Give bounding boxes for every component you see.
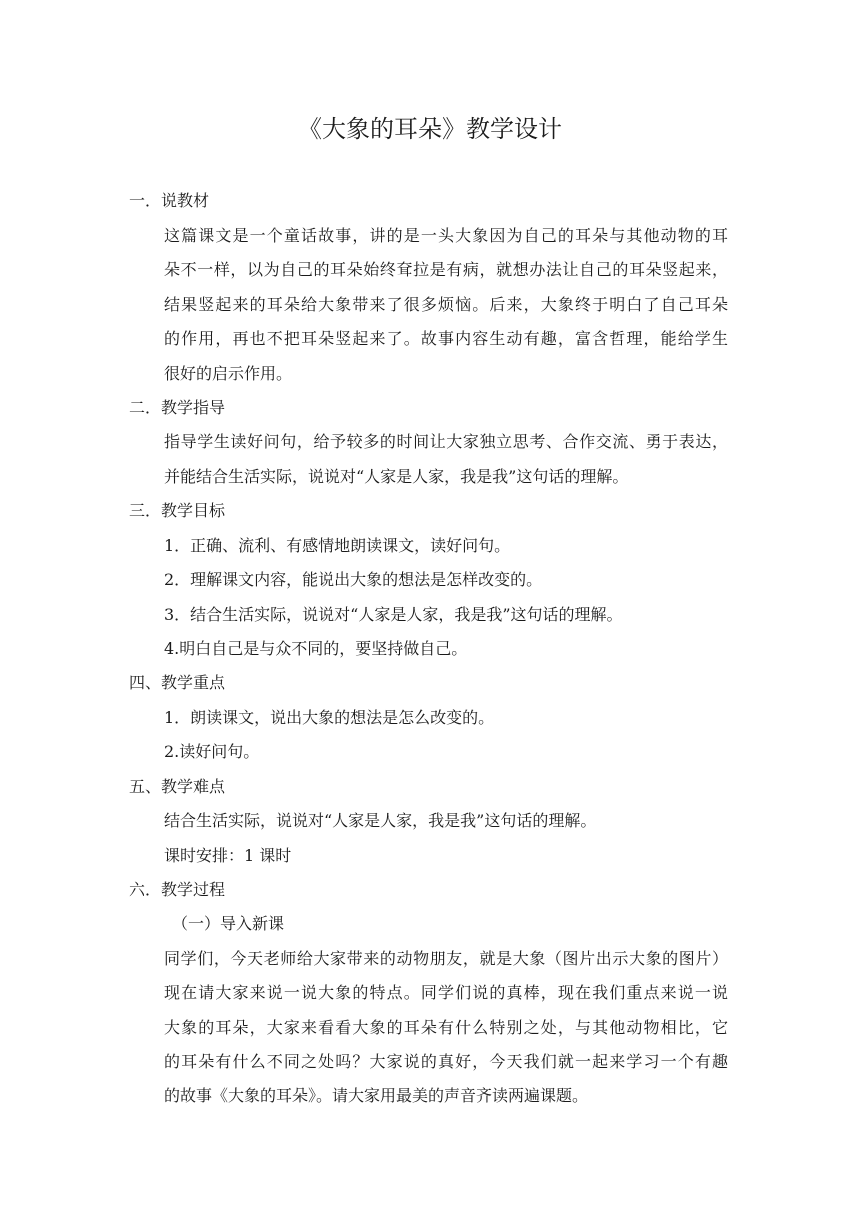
- objective-item: 2．理解课文内容，能说出大象的想法是怎样改变的。: [164, 570, 543, 589]
- section-heading-key-points: 四、教学重点: [129, 673, 226, 692]
- difficulty-text: 结合生活实际，说说对“人家是人家，我是我”这句话的理解。: [164, 811, 597, 830]
- section-heading-textbook: 一．说教材: [129, 191, 210, 210]
- objective-item: 4.明白自己是与众不同的，要坚持做自己。: [164, 639, 468, 658]
- paragraph-line: 现在请大家来说一说大象的特点。同学们说的真棒，现在我们重点来说一说: [164, 983, 728, 1002]
- paragraph-line: 的作用，再也不把耳朵竖起来了。故事内容生动有趣，富含哲理，能给学生: [164, 329, 728, 348]
- section-heading-guidance: 二．教学指导: [129, 398, 226, 417]
- paragraph-line: 大象的耳朵，大家来看看大象的耳朵有什么特别之处，与其他动物相比，它: [164, 1018, 728, 1037]
- section-heading-process: 六．教学过程: [129, 880, 226, 899]
- paragraph-line: 同学们，今天老师给大家带来的动物朋友，就是大象（图片出示大象的图片）: [164, 949, 728, 968]
- paragraph-line: 指导学生读好问句，给予较多的时间让大家独立思考、合作交流、勇于表达，: [164, 432, 728, 451]
- paragraph-line: 朵不一样，以为自己的耳朵始终耷拉是有病，就想办法让自己的耳朵竖起来，: [164, 260, 728, 279]
- class-hours-text: 课时安排：1 课时: [164, 846, 292, 865]
- paragraph-line: 的耳朵有什么不同之处吗？大家说的真好，今天我们就一起来学习一个有趣: [164, 1052, 728, 1071]
- page-title: 《大象的耳朵》教学设计: [298, 115, 562, 143]
- paragraph-line: 这篇课文是一个童话故事，讲的是一头大象因为自己的耳朵与其他动物的耳: [164, 226, 728, 245]
- section-heading-objectives: 三．教学目标: [129, 501, 226, 520]
- section-heading-difficulties: 五、教学难点: [129, 777, 226, 796]
- key-point-item: 1．朗读课文，说出大象的想法是怎么改变的。: [164, 708, 495, 727]
- key-point-item: 2.读好问句。: [164, 742, 260, 761]
- subsection-heading-intro: （一）导入新课: [172, 914, 285, 933]
- paragraph-line: 的故事《大象的耳朵》。请大家用最美的声音齐读两遍课题。: [164, 1086, 589, 1105]
- paragraph-line: 很好的启示作用。: [164, 364, 293, 383]
- objective-item: 1．正确、流利、有感情地朗读课文，读好问句。: [164, 536, 511, 555]
- paragraph-line: 并能结合生活实际，说说对“人家是人家，我是我”这句话的理解。: [164, 467, 629, 486]
- objective-item: 3．结合生活实际，说说对“人家是人家，我是我”这句话的理解。: [164, 605, 623, 624]
- paragraph-line: 结果竖起来的耳朵给大象带来了很多烦恼。后来，大象终于明白了自己耳朵: [164, 295, 728, 314]
